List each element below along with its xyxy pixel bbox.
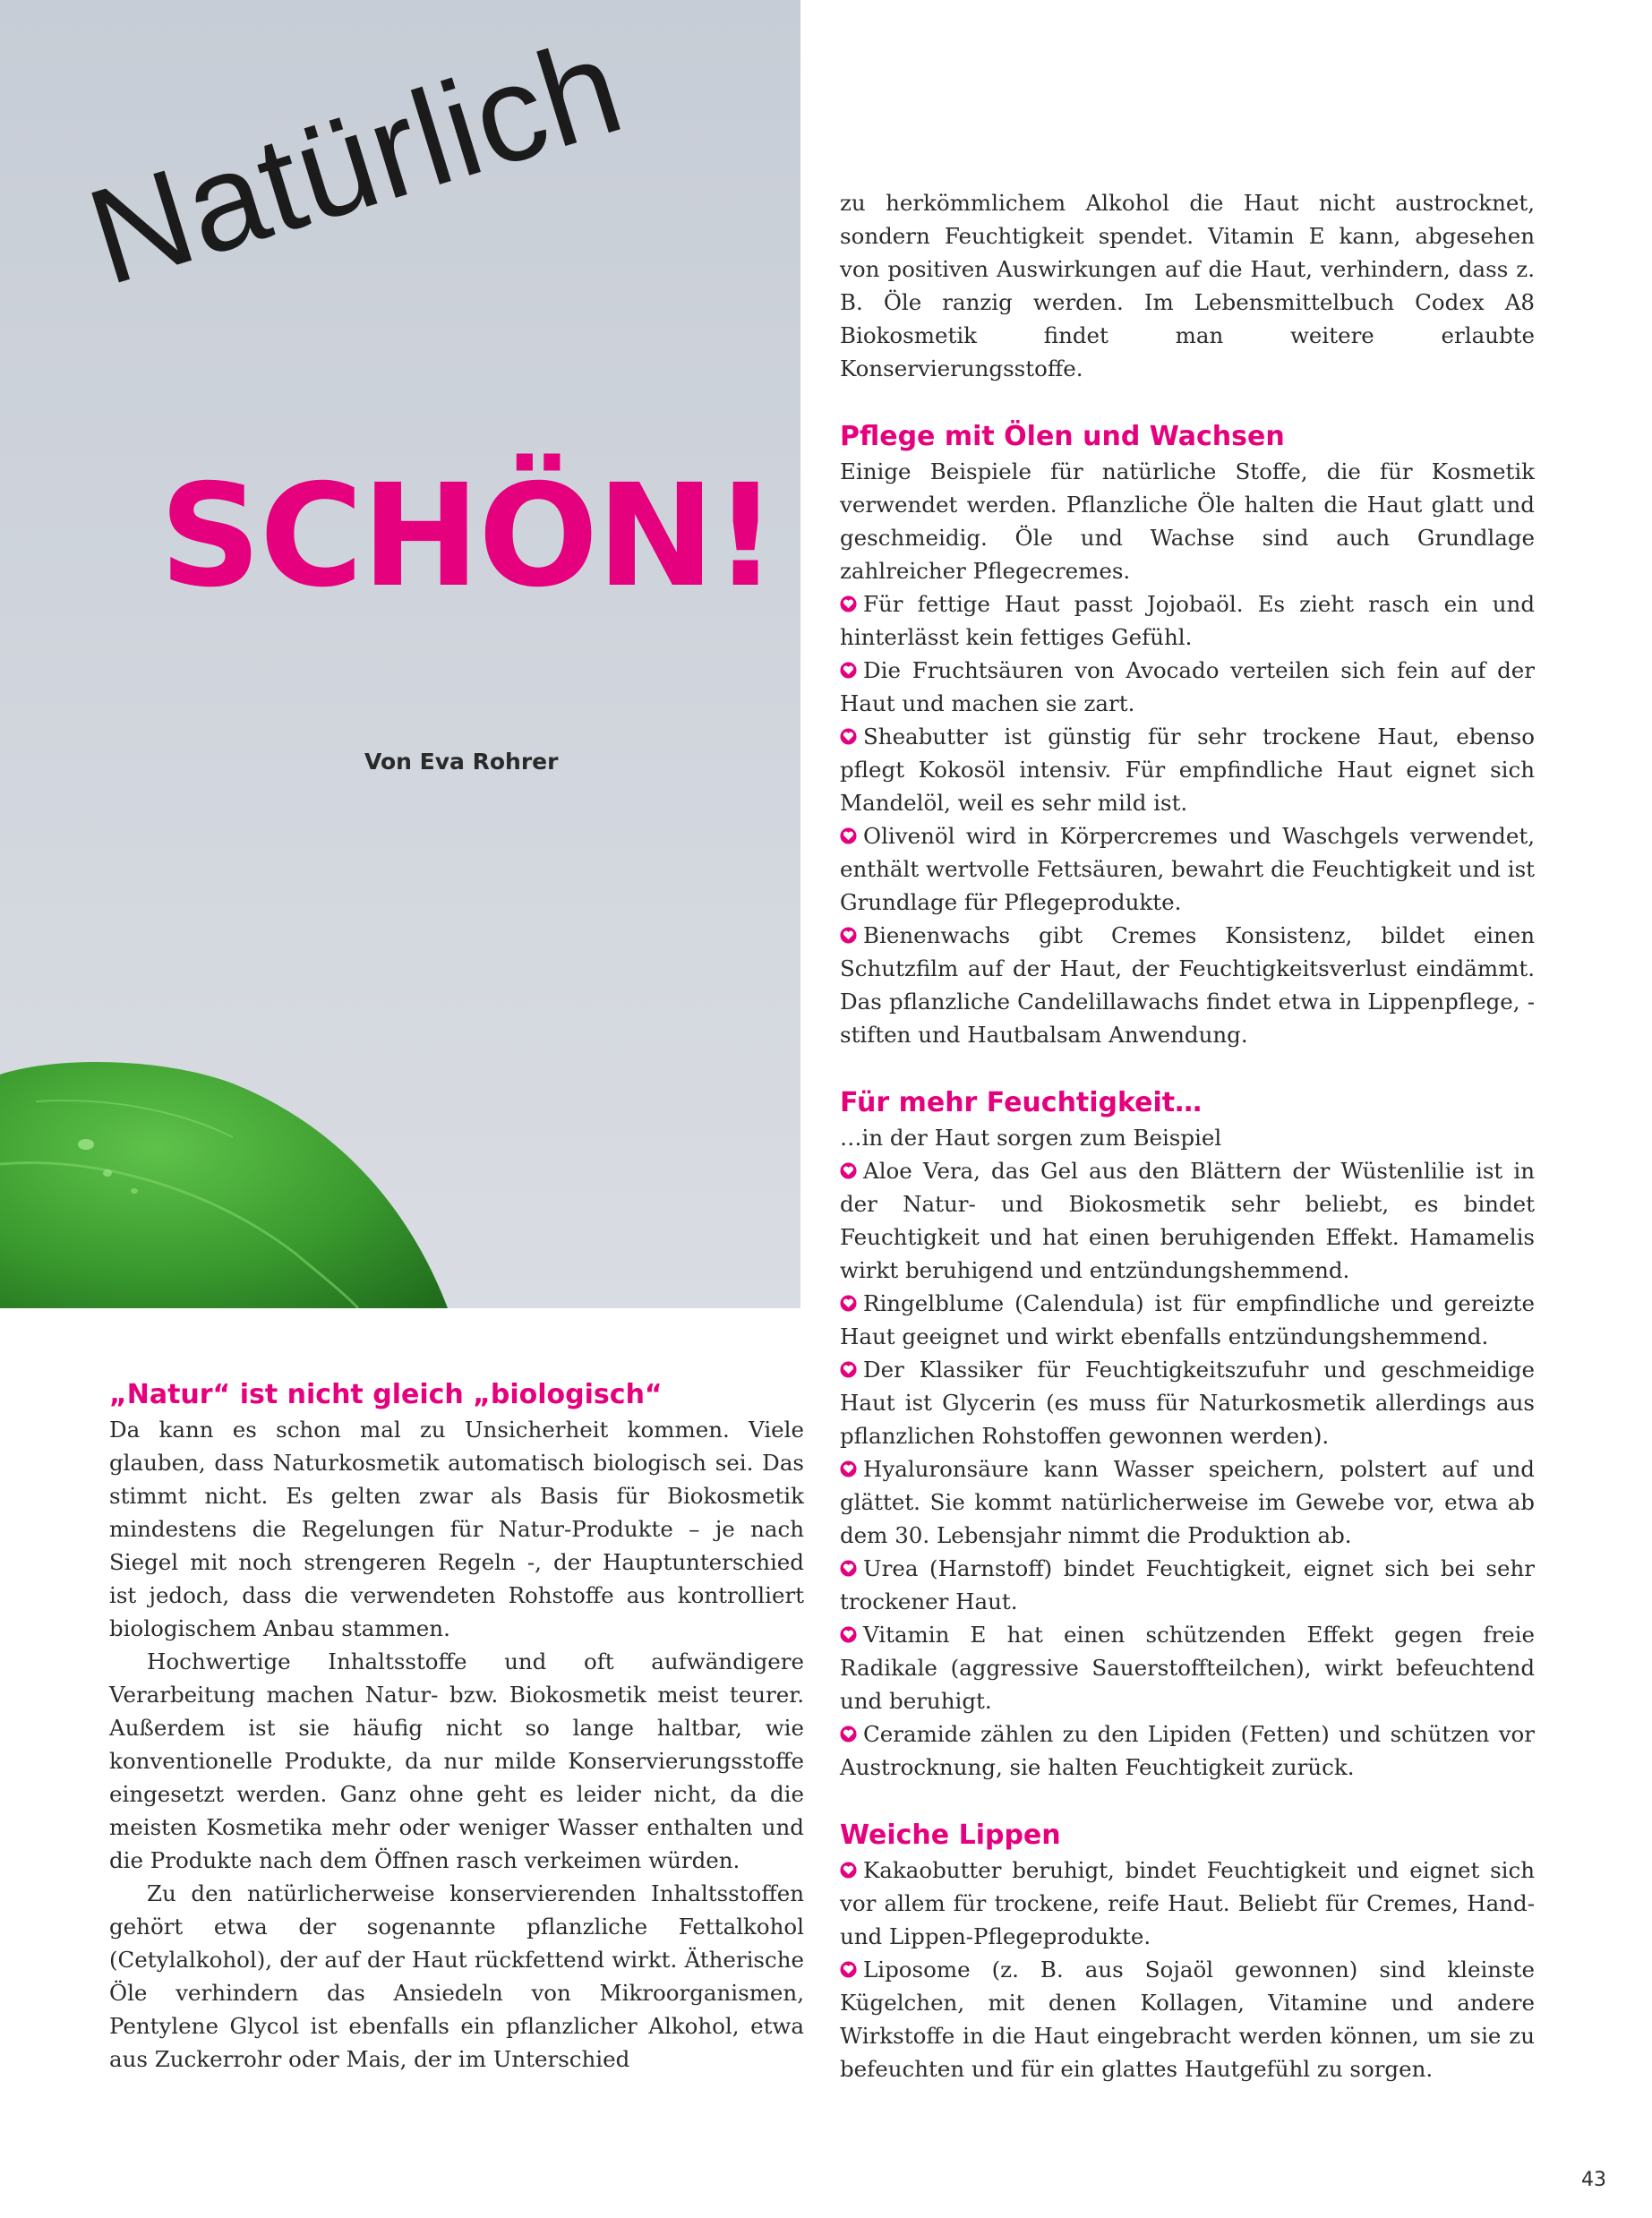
list-item-text: Die Fruchtsäuren von Avocado verteilen sich fein auf der Haut und machen sie zart. bbox=[840, 657, 1535, 716]
heart-bullet-icon bbox=[840, 1361, 857, 1378]
list-item bbox=[840, 1618, 1535, 1717]
list-item-text: Ringelblume (Calendula) ist für empfindliche und gereizte Haut geeignet und wirkt ebenfalls entzündungshemmend. bbox=[840, 1290, 1535, 1349]
list-item-text: Der Klassiker für Feuchtigkeitszufuhr und geschmeidige Haut ist Glycerin (es muss für Naturkosmetik allerdings aus pflanzlichen Rohstoffen gewonnen werden). bbox=[840, 1357, 1535, 1449]
list-item bbox=[840, 1287, 1535, 1353]
right-column bbox=[840, 186, 1535, 2085]
list-item bbox=[840, 1717, 1535, 1784]
heading-lips: Weiche Lippen bbox=[840, 1820, 1061, 1851]
heading-moisture: Für mehr Feuchtigkeit… bbox=[840, 1087, 1203, 1118]
left-column bbox=[109, 1377, 804, 2076]
heart-bullet-icon bbox=[840, 1560, 857, 1577]
list-item-text: Olivenöl wird in Körpercremes und Waschgels verwendet, enthält wertvolle Fettsäuren, bewahrt die Feuchtigkeit und ist Grundlage für Pflegeprodukte. bbox=[840, 823, 1535, 915]
list-item-text: Ceramide zählen zu den Lipiden (Fetten) und schützen vor Austrocknung, sie halten Feuchtigkeit zurück. bbox=[840, 1721, 1535, 1780]
intro-continued: zu herkömmlichem Alkohol die Haut nicht austrocknet, sondern Feuchtigkeit spendet. Vitamin E kann, abgesehen von positiven Auswirkungen auf die Haut, verhindern, dass z. B. Öle ranzig werden. Im Lebensmittelbuch Codex A8 Biokosmetik findet man weitere erlaubte Konservierungsstoffe. bbox=[840, 190, 1535, 381]
list-item-text: Urea (Harnstoff) bindet Feuchtigkeit, eignet sich bei sehr trockener Haut. bbox=[840, 1555, 1535, 1614]
heart-bullet-icon bbox=[840, 1726, 857, 1743]
list-item-text: Kakaobutter beruhigt, bindet Feuchtigkeit und eignet sich vor allem für trockene, reife Haut. Beliebt für Cremes, Hand- und Lippen-Pflegeprodukte. bbox=[840, 1857, 1535, 1949]
list-item-text: Bienenwachs gibt Cremes Konsistenz, bildet einen Schutzfilm auf der Haut, der Feuchtigkeitsverlust eindämmt. Das pflanzliche Candelillawachs findet etwa in Lippenpflege, -stiften und Hautbalsam Anwendung. bbox=[840, 922, 1535, 1048]
hero-image bbox=[0, 0, 800, 1308]
oils-intro: Einige Beispiele für natürliche Stoffe, die für Kosmetik verwendet werden. Pflanzliche Öle halten die Haut glatt und geschmeidig. Öle und Wachse sind auch Grundlage zahlreicher Pflegecremes. bbox=[840, 458, 1535, 584]
heart-bullet-icon bbox=[840, 827, 857, 844]
list-item-text: Für fettige Haut passt Jojobaöl. Es zieht rasch ein und hinterlässt kein fettiges Gefühl. bbox=[840, 591, 1535, 650]
paragraph: Hochwertige Inhaltsstoffe und oft aufwändigere Verarbeitung machen Natur- bzw. Biokosmetik meist teurer. Außerdem ist sie häufig nicht so lange haltbar, wie konventionelle Produkte, da nur milde Konservierungsstoffe eingesetzt werden. Ganz ohne geht es leider nicht, da die meisten Kosmetika mehr oder weniger Wasser enthalten und die Produkte nach dem Öffnen rasch verkeimen würden. bbox=[109, 1649, 804, 1873]
author-byline: Von Eva Rohrer bbox=[364, 749, 559, 775]
title-natuerlich: Natürlich bbox=[72, 9, 638, 314]
heart-bullet-icon bbox=[840, 1295, 857, 1312]
list-item bbox=[840, 1552, 1535, 1618]
list-item bbox=[840, 1854, 1535, 1953]
heart-bullet-icon bbox=[840, 1460, 857, 1477]
list-item-text: Sheabutter ist günstig für sehr trockene Haut, ebenso pflegt Kokosöl intensiv. Für empfindliche Haut eignet sich Mandelöl, weil es sehr mild ist. bbox=[840, 724, 1535, 816]
heart-bullet-icon bbox=[840, 927, 857, 944]
list-item-text: Hyaluronsäure kann Wasser speichern, polstert auf und glättet. Sie kommt natürlicherweise im Gewebe vor, etwa ab dem 30. Lebensjahr nimmt die Produktion ab. bbox=[840, 1456, 1535, 1548]
heart-bullet-icon bbox=[840, 728, 857, 745]
list-item bbox=[840, 919, 1535, 1051]
page-number: 43 bbox=[1581, 2169, 1606, 2191]
heart-bullet-icon bbox=[840, 662, 857, 679]
heart-bullet-icon bbox=[840, 1626, 857, 1643]
list-item-text: Aloe Vera, das Gel aus den Blättern der Wüstenlilie ist in der Natur- und Biokosmetik sehr beliebt, es bindet Feuchtigkeit und hat einen beruhigenden Effekt. Hamamelis wirkt beruhigend und entzündungshemmend. bbox=[840, 1158, 1535, 1283]
heart-bullet-icon bbox=[840, 1162, 857, 1179]
list-item bbox=[840, 1953, 1535, 2085]
heart-bullet-icon bbox=[840, 1961, 857, 1978]
list-item bbox=[840, 654, 1535, 720]
list-item bbox=[840, 587, 1535, 654]
list-item bbox=[840, 1353, 1535, 1452]
moisture-intro: …in der Haut sorgen zum Beispiel bbox=[840, 1125, 1222, 1151]
list-item bbox=[840, 720, 1535, 819]
list-item bbox=[840, 1154, 1535, 1287]
list-item-text: Liposome (z. B. aus Sojaöl gewonnen) sind kleinste Kügelchen, mit denen Kollagen, Vitamine und andere Wirkstoffe in die Haut eingebracht werden können, um sie zu befeuchten und für ein glattes Hautgefühl zu sorgen. bbox=[840, 1957, 1535, 2082]
list-item-text: Vitamin E hat einen schützenden Effekt gegen freie Radikale (aggressive Sauerstoffteilchen), wirkt befeuchtend und beruhigt. bbox=[840, 1622, 1535, 1714]
list-item bbox=[840, 1452, 1535, 1552]
title-schoen: SCHÖN! bbox=[159, 454, 776, 619]
heading-natur-biologisch: „Natur“ ist nicht gleich „biologisch“ bbox=[109, 1379, 663, 1410]
heart-bullet-icon bbox=[840, 1862, 857, 1879]
heading-oils: Pflege mit Ölen und Wachsen bbox=[840, 421, 1285, 452]
list-item bbox=[840, 819, 1535, 919]
heart-bullet-icon bbox=[840, 595, 857, 612]
paragraph: Da kann es schon mal zu Unsicherheit kommen. Viele glauben, dass Naturkosmetik automatisch biologisch sei. Das stimmt nicht. Es gelten zwar als Basis für Biokosmetik mindestens die Regelungen für Natur-Produkte – je nach Siegel mit noch strengeren Regeln -, der Hauptunterschied ist jedoch, dass die verwendeten Rohstoffe aus kontrolliert biologischem Anbau stammen. bbox=[109, 1417, 804, 1641]
paragraph: Zu den natürlicherweise konservierenden Inhaltsstoffen gehört etwa der sogenannte pflanzliche Fettalkohol (Cetylalkohol), der auf der Haut rückfettend wirkt. Ätherische Öle verhindern das Ansiedeln von Mikroorganismen, Pentylene Glycol ist ebenfalls ein pflanzlicher Alkohol, etwa aus Zuckerrohr oder Mais, der im Unterschied bbox=[109, 1880, 804, 2072]
